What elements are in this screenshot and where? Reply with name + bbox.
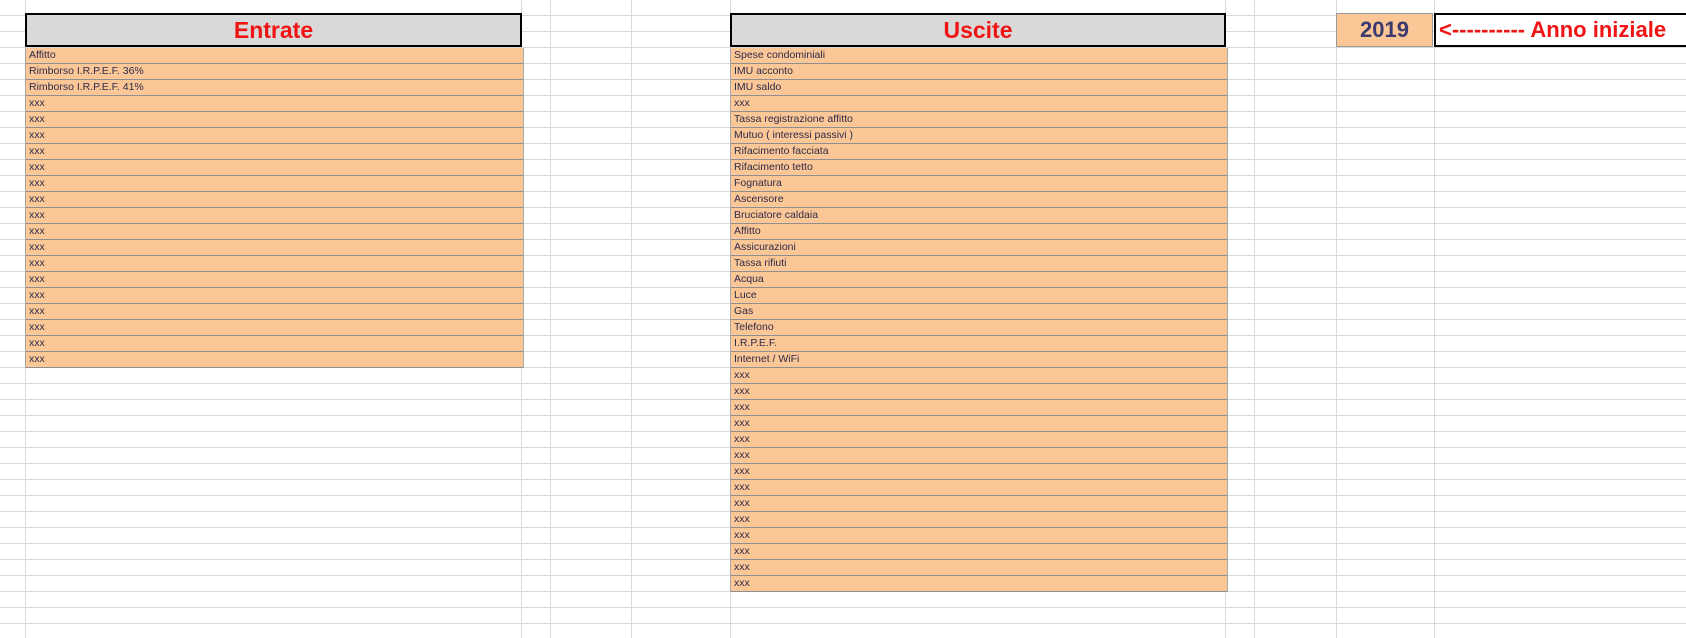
column-divider [1336, 0, 1337, 638]
uscite-row[interactable]: xxx [731, 384, 1227, 400]
uscite-row[interactable]: Fognatura [731, 176, 1227, 192]
uscite-row[interactable]: Internet / WiFi [731, 352, 1227, 368]
uscite-row[interactable]: Gas [731, 304, 1227, 320]
uscite-row[interactable]: xxx [731, 368, 1227, 384]
uscite-row[interactable]: xxx [731, 432, 1227, 448]
uscite-row[interactable]: Tassa rifiuti [731, 256, 1227, 272]
entrate-row[interactable]: Rimborso I.R.P.E.F. 36% [26, 64, 523, 80]
entrate-row[interactable]: xxx [26, 96, 523, 112]
column-divider [550, 0, 551, 638]
entrate-list [25, 48, 524, 368]
uscite-row[interactable]: xxx [731, 96, 1227, 112]
entrate-row[interactable]: xxx [26, 192, 523, 208]
anno-iniziale-label[interactable]: <---------- Anno iniziale [1434, 13, 1686, 47]
uscite-row[interactable]: xxx [731, 448, 1227, 464]
entrate-row[interactable]: xxx [26, 352, 523, 368]
uscite-row[interactable]: Ascensore [731, 192, 1227, 208]
column-divider [631, 0, 632, 638]
uscite-row[interactable]: Spese condominiali [731, 48, 1227, 64]
entrate-row[interactable]: xxx [26, 208, 523, 224]
uscite-row[interactable]: Rifacimento tetto [731, 160, 1227, 176]
uscite-row[interactable]: Telefono [731, 320, 1227, 336]
uscite-row[interactable]: xxx [731, 464, 1227, 480]
uscite-row[interactable]: xxx [731, 416, 1227, 432]
uscite-row[interactable]: Mutuo ( interessi passivi ) [731, 128, 1227, 144]
uscite-row[interactable]: IMU acconto [731, 64, 1227, 80]
entrate-header[interactable]: Entrate [25, 13, 522, 47]
uscite-row[interactable]: Acqua [731, 272, 1227, 288]
uscite-row[interactable]: xxx [731, 576, 1227, 592]
entrate-row[interactable]: xxx [26, 112, 523, 128]
column-divider [1254, 0, 1255, 638]
entrate-row[interactable]: xxx [26, 128, 523, 144]
uscite-row[interactable]: xxx [731, 496, 1227, 512]
uscite-row[interactable]: xxx [731, 480, 1227, 496]
entrate-row[interactable]: xxx [26, 288, 523, 304]
uscite-row[interactable]: xxx [731, 512, 1227, 528]
entrate-row[interactable]: xxx [26, 336, 523, 352]
uscite-row[interactable]: Luce [731, 288, 1227, 304]
uscite-row[interactable]: IMU saldo [731, 80, 1227, 96]
column-divider [1434, 0, 1435, 638]
entrate-row[interactable]: xxx [26, 304, 523, 320]
entrate-row[interactable]: xxx [26, 272, 523, 288]
uscite-row[interactable]: Assicurazioni [731, 240, 1227, 256]
entrate-row[interactable]: xxx [26, 160, 523, 176]
uscite-row[interactable]: Tassa registrazione affitto [731, 112, 1227, 128]
entrate-row[interactable]: xxx [26, 320, 523, 336]
uscite-row[interactable]: Bruciatore caldaia [731, 208, 1227, 224]
year-cell[interactable]: 2019 [1336, 13, 1433, 47]
uscite-row[interactable]: xxx [731, 544, 1227, 560]
entrate-row[interactable]: xxx [26, 256, 523, 272]
entrate-row[interactable]: xxx [26, 176, 523, 192]
entrate-row[interactable]: xxx [26, 224, 523, 240]
uscite-row[interactable]: Rifacimento facciata [731, 144, 1227, 160]
uscite-row[interactable]: xxx [731, 528, 1227, 544]
entrate-row[interactable]: xxx [26, 240, 523, 256]
uscite-row[interactable]: xxx [731, 400, 1227, 416]
entrate-row[interactable]: Rimborso I.R.P.E.F. 41% [26, 80, 523, 96]
uscite-row[interactable]: Affitto [731, 224, 1227, 240]
uscite-list [730, 48, 1228, 592]
uscite-header[interactable]: Uscite [730, 13, 1226, 47]
entrate-row[interactable]: Affitto [26, 48, 523, 64]
uscite-row[interactable]: xxx [731, 560, 1227, 576]
uscite-row[interactable]: I.R.P.E.F. [731, 336, 1227, 352]
entrate-row[interactable]: xxx [26, 144, 523, 160]
